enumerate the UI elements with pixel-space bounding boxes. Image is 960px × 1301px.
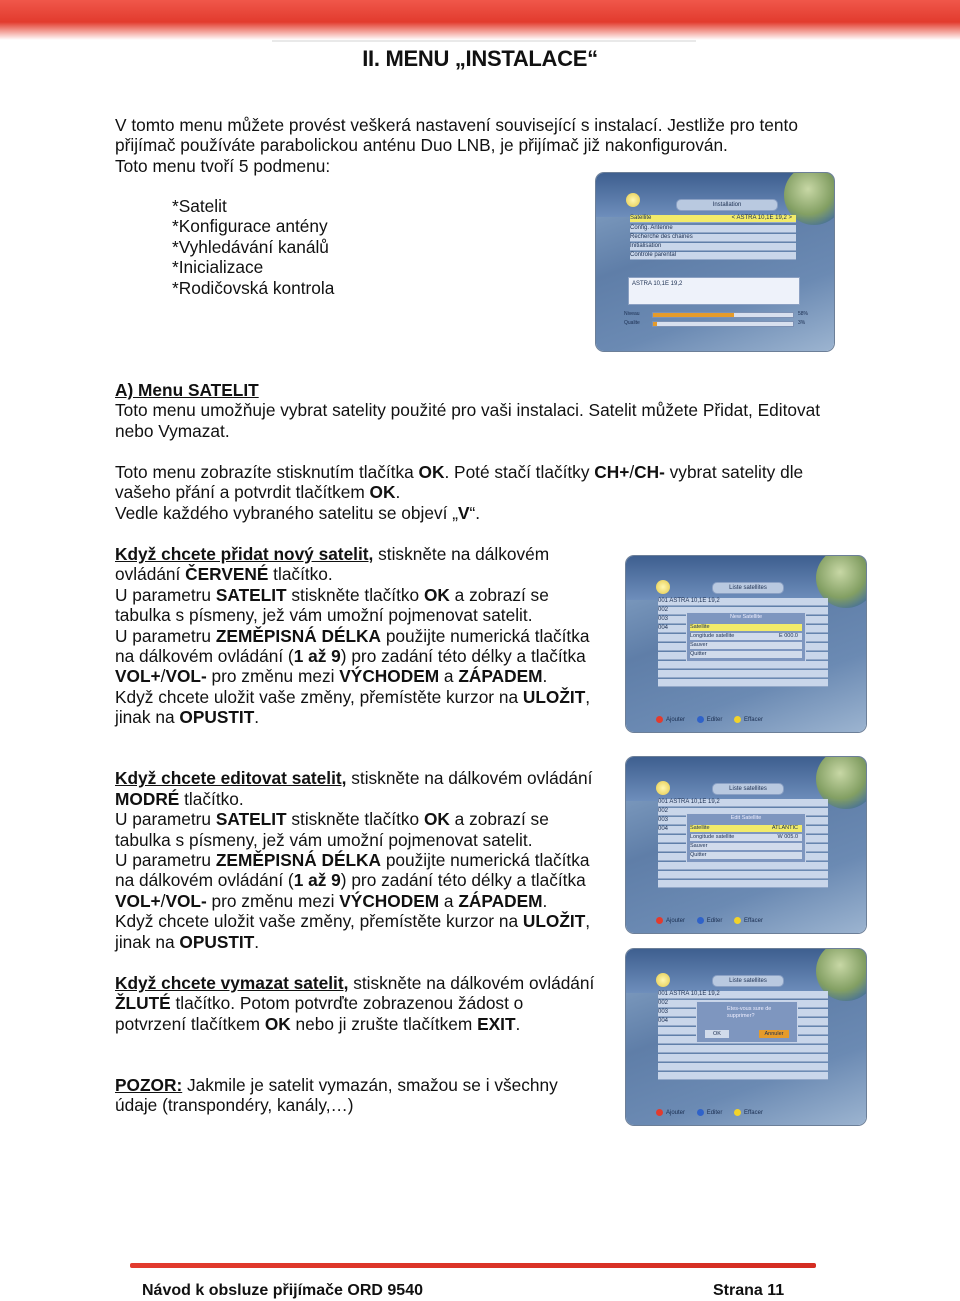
text: OK — [264, 1014, 291, 1034]
text: Effacer — [744, 1110, 763, 1117]
list-row — [658, 991, 828, 999]
delete-text — [115, 1014, 520, 1034]
edit-text — [115, 789, 244, 809]
red-key-icon — [656, 1109, 663, 1116]
text: 1 až 9 — [293, 646, 341, 666]
text: a — [439, 666, 459, 686]
text: jinak na — [115, 707, 180, 727]
section-a-text: nebo Vymazat. — [115, 421, 230, 441]
menu-row-label: Satellite — [630, 215, 652, 221]
banner-divider — [272, 40, 696, 42]
section-a-heading: A) Menu SATELIT — [115, 380, 259, 400]
text: . — [254, 932, 260, 952]
ok-button[interactable]: OK — [705, 1030, 729, 1038]
text: VÝCHODEM — [339, 666, 440, 686]
edit-heading — [115, 768, 592, 788]
dialog-row — [690, 834, 802, 841]
intro-line-1: V tomto menu můžete provést veškerá nastavení související s instalací. Jestliže pro tento — [115, 115, 798, 135]
text: / — [160, 891, 166, 911]
dish-icon — [656, 580, 670, 594]
text: Ajouter — [666, 717, 686, 724]
text: ASTRA 10,1E 19,2 — [669, 598, 720, 604]
text: Editer — [706, 1110, 723, 1117]
text: na dálkovém ovládání ( — [115, 870, 294, 890]
info-box: ASTRA 10,1E 19,2 — [628, 277, 800, 305]
text: OK — [369, 482, 396, 502]
list-row: 003 — [658, 616, 828, 624]
screenshot-new-satellite — [626, 556, 866, 732]
screenshot-edit-satellite — [626, 757, 866, 933]
dialog-row: Quitter — [690, 651, 802, 658]
text: vybrat satelity dle — [664, 462, 804, 482]
text: SATELIT — [215, 809, 287, 829]
text: a zobrazí se — [449, 585, 549, 605]
menu-row: Controle parental — [630, 252, 796, 260]
level-label: Niveau — [624, 311, 640, 317]
text: . — [542, 891, 548, 911]
footer-manual-title: Návod k obsluze přijímače ORD 9540 — [142, 1282, 423, 1299]
text: pro změnu mezi — [206, 666, 340, 686]
intro-line-3: Toto menu tvoří 5 podmenu: — [115, 156, 331, 176]
text: U parametru — [115, 809, 216, 829]
screenshot-installation-menu — [596, 173, 834, 351]
text: 001 — [658, 799, 669, 805]
quality-label: Qualite — [624, 320, 640, 326]
text: ZEMĚPISNÁ DÉLKA — [215, 626, 382, 646]
text: Effacer — [744, 918, 763, 925]
warning-text: údaje (transpondéry, kanály,…) — [115, 1095, 354, 1115]
text: stiskněte na dálkovém — [373, 544, 550, 564]
dialog-row: Sauver — [690, 843, 802, 850]
text: ŽLUTÉ — [115, 993, 171, 1013]
text: , — [585, 911, 591, 931]
dish-icon — [656, 781, 670, 795]
intro-line-2: přijímač používáte parabolickou anténu Duo LNB, je přijímač již nakonfigurován. — [115, 135, 728, 155]
section-a-instructions — [115, 503, 480, 523]
text: ASTRA 10,1E 19,2 — [669, 799, 720, 805]
text: Když chcete vymazat satelit, — [115, 973, 349, 993]
text: vašeho přání a potvrdit tlačítkem — [115, 482, 370, 502]
red-key-icon — [656, 917, 663, 924]
text: VOL+ — [115, 891, 161, 911]
text: Longitude satellite — [690, 834, 735, 840]
text: Když chcete uložit vaše změny, přemístěte kurzor na — [115, 687, 523, 707]
screen-footer — [656, 1109, 763, 1116]
text: OPUSTIT — [179, 932, 255, 952]
text: ZÁPADEM — [458, 891, 543, 911]
edit-satellite-dialog — [686, 813, 806, 863]
text: VOL+ — [115, 666, 161, 686]
text: Když chcete přidat nový satelit, — [115, 544, 374, 564]
section-a-instructions — [115, 482, 400, 502]
list-row: 002 — [658, 808, 828, 816]
text: ZEMĚPISNÁ DÉLKA — [215, 850, 382, 870]
submenu-item: *Vyhledávání kanálů — [172, 236, 329, 257]
menu-row-value: < ASTRA 10,1E 19,2 > — [731, 215, 792, 221]
text: U parametru — [115, 626, 216, 646]
text: 001 — [658, 598, 669, 604]
text: “. — [469, 503, 481, 523]
list-row — [658, 799, 828, 807]
list-row: 004 — [658, 625, 828, 633]
text: ) pro zadání této délky a tlačítka — [340, 646, 586, 666]
text: ovládání — [115, 564, 186, 584]
text: . — [515, 1014, 521, 1034]
text: OK — [418, 462, 445, 482]
screen-header: Liste satellites — [712, 582, 784, 594]
yellow-key-icon — [734, 716, 741, 723]
submenu-item: *Inicializace — [172, 257, 264, 278]
text: Editer — [706, 918, 723, 925]
delete-heading — [115, 973, 594, 993]
text: jinak na — [115, 932, 180, 952]
dialog-row: Quitter — [690, 852, 802, 859]
text: použijte numerická tlačítka — [381, 850, 590, 870]
dish-icon — [656, 973, 670, 987]
list-row: 002 — [658, 1000, 828, 1008]
quality-value: 3% — [798, 320, 806, 326]
text: Když chcete uložit vaše změny, přemístěte kurzor na — [115, 911, 523, 931]
page-title: II. MENU „INSTALACE“ — [362, 46, 598, 71]
text: MODRÉ — [115, 789, 180, 809]
blue-key-icon — [697, 1109, 704, 1116]
section-a-instructions — [115, 462, 803, 482]
text: OPUSTIT — [179, 707, 255, 727]
dialog-row — [690, 633, 802, 640]
submenu-item: *Konfigurace antény — [172, 216, 328, 237]
level-bar — [652, 312, 794, 318]
text: a — [439, 891, 459, 911]
text: OK — [423, 585, 450, 605]
warning-text — [115, 1075, 558, 1095]
text: U parametru — [115, 850, 216, 870]
text: pro změnu mezi — [206, 891, 340, 911]
section-a-text: Toto menu umožňuje vybrat satelity použité pro vaši instalaci. Satelit můžete Přidat, Editovat — [115, 400, 821, 420]
list-row: 002 — [658, 607, 828, 615]
add-text: tabulka s písmeny, jež vám umožní pojmenovat satelit. — [115, 605, 533, 625]
dialog-row-selected — [690, 825, 802, 832]
top-red-banner — [0, 0, 960, 40]
menu-row-selected — [630, 215, 796, 223]
text: nebo ji zrušte tlačítkem — [290, 1014, 478, 1034]
add-heading — [115, 544, 549, 564]
dialog-title: Edit Satellite — [730, 815, 762, 821]
dialog-question: Etes-vous sure de supprimer? — [727, 1006, 772, 1019]
text: VOL- — [165, 891, 207, 911]
footer-red-line — [130, 1263, 816, 1268]
submenu-item: *Satelit — [172, 196, 227, 216]
text: CH+ — [594, 462, 630, 482]
edit-text — [115, 850, 589, 870]
blue-key-icon — [697, 716, 704, 723]
edit-text — [115, 932, 259, 952]
yellow-key-icon — [734, 917, 741, 924]
add-text — [115, 666, 547, 686]
text: ATLANTIC — [771, 825, 798, 831]
text: Longitude satellite — [690, 633, 735, 639]
list-row: 003 — [658, 817, 828, 825]
text: Satellite — [690, 825, 710, 831]
text: Když chcete editovat satelit, — [115, 768, 347, 788]
red-key-icon — [656, 716, 663, 723]
text: 1 až 9 — [293, 870, 341, 890]
dish-icon — [626, 193, 640, 207]
text: ČERVENÉ — [185, 564, 269, 584]
text: potvrzení tlačítkem — [115, 1014, 265, 1034]
edit-text — [115, 870, 586, 890]
text: / — [160, 666, 166, 686]
text: ULOŽIT — [522, 911, 586, 931]
text: stiskněte tlačítko — [286, 585, 424, 605]
text: stiskněte na dálkovém ovládání — [346, 768, 593, 788]
text: / — [629, 462, 635, 482]
dialog-row: Sauver — [690, 642, 802, 649]
add-text — [115, 626, 589, 646]
delete-text — [115, 993, 523, 1013]
quality-bar — [652, 321, 794, 327]
footer-page-number: Strana 11 — [713, 1282, 785, 1299]
add-text — [115, 646, 586, 666]
delete-confirm-dialog — [696, 1001, 798, 1043]
text: ) pro zadání této délky a tlačítka — [340, 870, 586, 890]
text: , — [585, 687, 591, 707]
menu-row: Config. Antenne — [630, 225, 796, 233]
text: ASTRA 10,1E 19,2 — [669, 991, 720, 997]
add-text — [115, 564, 333, 584]
text: . — [254, 707, 260, 727]
list-row: 004 — [658, 826, 828, 834]
screen-header: Installation — [676, 199, 778, 211]
submenu-item: *Rodičovská kontrola — [172, 277, 335, 298]
text: Vedle každého vybraného satelitu se objeví „ — [115, 503, 458, 523]
text: Jakmile je satelit vymazán, smažou se i všechny — [182, 1075, 558, 1095]
text: Toto menu zobrazíte stisknutím tlačítka — [115, 462, 419, 482]
text: ZÁPADEM — [458, 666, 543, 686]
edit-text — [115, 809, 549, 829]
yellow-key-icon — [734, 1109, 741, 1116]
screen-header: Liste satellites — [712, 783, 784, 795]
screen-header: Liste satellites — [712, 975, 784, 987]
text: ULOŽIT — [522, 687, 586, 707]
text: U parametru — [115, 585, 216, 605]
screen-footer — [656, 716, 763, 723]
list-row: 004 — [658, 1018, 828, 1026]
text: OK — [423, 809, 450, 829]
level-value: 58% — [798, 311, 809, 317]
text: VÝCHODEM — [339, 891, 440, 911]
text: Effacer — [744, 717, 763, 724]
text: na dálkovém ovládání ( — [115, 646, 294, 666]
text: tlačítko. Potom potvrďte zobrazenou žádost o — [170, 993, 524, 1013]
dialog-row-selected: Satellite — [690, 624, 802, 631]
blue-key-icon — [697, 917, 704, 924]
menu-row: Initialisation — [630, 243, 796, 251]
text: POZOR: — [115, 1075, 183, 1095]
text: Editer — [706, 717, 723, 724]
dialog-title: New Satellite — [729, 614, 763, 620]
text: stiskněte na dálkovém ovládání — [348, 973, 595, 993]
screenshot-delete-satellite — [626, 949, 866, 1125]
text: tlačítko. — [268, 564, 333, 584]
text: W 005.0 — [777, 834, 798, 840]
text: 001 — [658, 991, 669, 997]
text: Ajouter — [666, 1110, 686, 1117]
list-row: 003 — [658, 1009, 828, 1017]
screen-footer — [656, 917, 763, 924]
text: . — [395, 482, 401, 502]
submenu-list — [172, 196, 334, 298]
text: stiskněte tlačítko — [286, 809, 424, 829]
new-satellite-dialog — [686, 612, 806, 662]
text: E 000.0 — [779, 633, 798, 639]
text: V — [457, 503, 470, 523]
edit-text: tabulka s písmeny, jež vám umožní pojmenovat satelit. — [115, 830, 533, 850]
add-text — [115, 687, 590, 707]
cancel-button[interactable]: Annuler — [759, 1030, 789, 1038]
text: VOL- — [165, 666, 207, 686]
text: a zobrazí se — [449, 809, 549, 829]
edit-text — [115, 891, 547, 911]
add-text — [115, 707, 259, 727]
edit-text — [115, 911, 590, 931]
text: použijte numerická tlačítka — [381, 626, 590, 646]
add-text — [115, 585, 549, 605]
text: CH- — [634, 462, 665, 482]
text: . Poté stačí tlačítky — [444, 462, 595, 482]
text: Ajouter — [666, 918, 686, 925]
text: tlačítko. — [179, 789, 244, 809]
menu-row: Recherche des chaines — [630, 234, 796, 242]
list-row — [658, 598, 828, 606]
text: . — [542, 666, 548, 686]
text: SATELIT — [215, 585, 287, 605]
text: EXIT — [477, 1014, 516, 1034]
